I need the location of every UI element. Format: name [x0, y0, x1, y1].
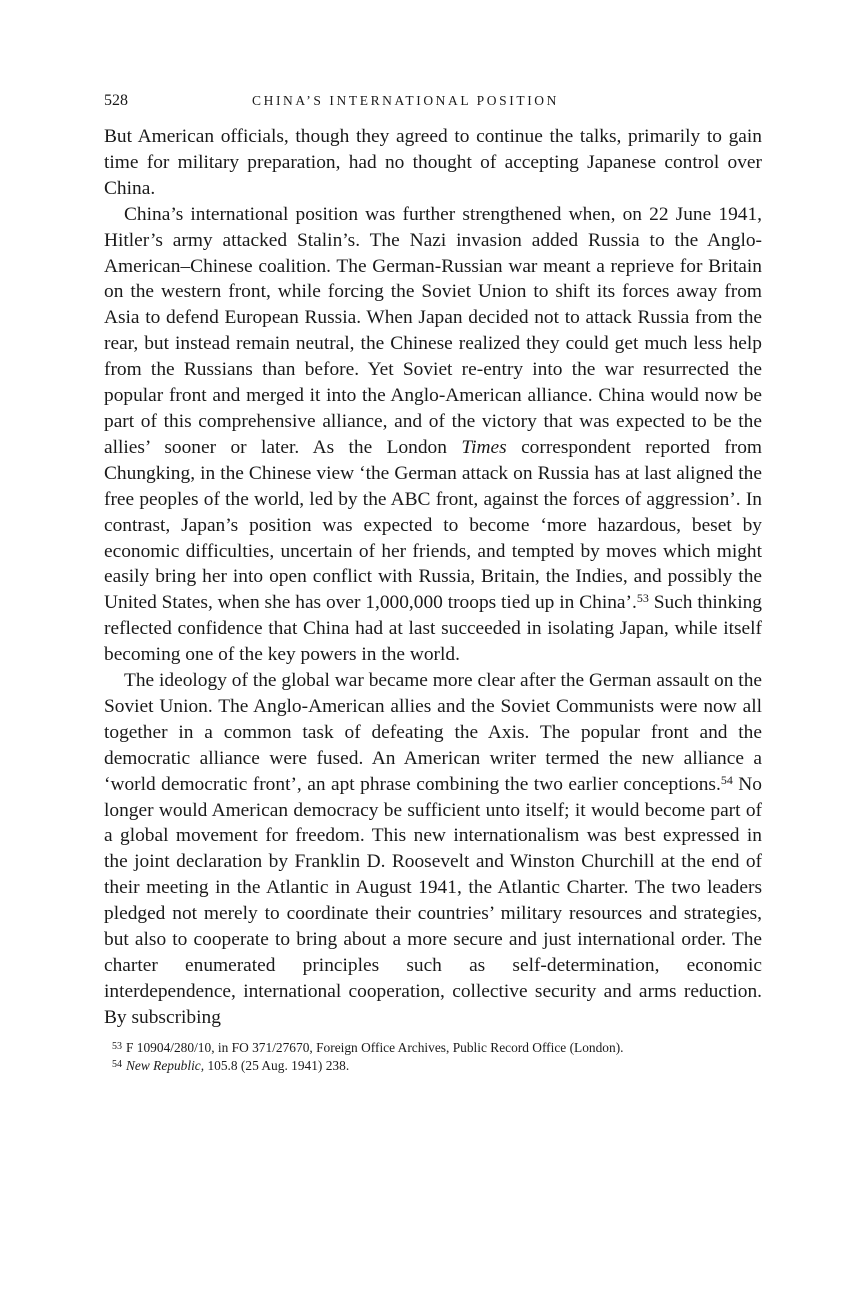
paragraph-2-part-c: Such thinking reflected confidence that China had at last succeeded in isolating Japan, while itself becoming one of the key powers in the world.	[104, 592, 762, 666]
paragraph-1: But American officials, though they agreed to continue the talks, primarily to gain time for military preparation, had no thought of accepting Japanese control over China.	[104, 126, 762, 199]
footnote-number: 53	[112, 1040, 122, 1052]
footnote-journal-title: New Republic,	[126, 1057, 205, 1073]
footnote-ref-54: 54	[720, 772, 733, 787]
footnote-ref-53: 53	[636, 591, 649, 606]
running-title: CHINA’S INTERNATIONAL POSITION	[252, 93, 559, 108]
running-head	[104, 88, 762, 114]
paragraph-2-part-b: correspondent reported from Chungking, in the Chinese view ‘the German attack on Russia has at last aligned the free peoples of the world, led by the ABC front, against the forces of aggression’. In contrast, Japan’s position was expected to become ‘more hazardous, beset by economic difficulties, uncertain of her friends, and tempted by moves which might easily bring her into open conflict with Russia, Britain, the Indies, and possibly the United States, when she has over 1,000,000 troops tied up in China’.	[104, 436, 763, 614]
times-newspaper-title: Times	[461, 436, 507, 458]
page-number: 528	[104, 92, 128, 109]
footnote-54	[104, 1057, 762, 1075]
paragraph-2	[104, 202, 762, 668]
footnote-number: 54	[112, 1058, 122, 1070]
footnotes	[104, 1039, 762, 1075]
paragraph-3-part-b: No longer would American democracy be sufficient unto itself; it would become part of a global movement for freedom. This new internationalism was best expressed in the joint declaration by Franklin D. Roosevelt and Winston Churchill at the end of their meeting in the Atlantic in August 1941, the Atlantic Charter. The two leaders pledged not merely to coordinate their countries’ military resources and strategies, but also to cooperate to bring about a more secure and just international order. The charter enumerated principles such as self-determination, economic interdependence, international cooperation, collective security and arms reduction. By subscribing	[104, 773, 762, 1028]
footnote-text: 105.8 (25 Aug. 1941) 238.	[204, 1057, 350, 1073]
paragraph-2-part-a: China’s international position was further strengthened when, on 22 June 1941, Hitler’s army attacked Stalin’s. The Nazi invasion added Russia to the Anglo-American–Chinese coalition. The German-Russian war meant a reprieve for Britain on the western front, while forcing the Soviet Union to shift its forces away from Asia to defend European Russia. When Japan decided not to attack Russia from the rear, but instead remain neutral, the Chinese realized they could get much less help from the Russians than before. Yet Soviet re-entry into the war resurrected the popular front and merged it into the Anglo-American alliance. China would now be part of this comprehensive alliance, and of the victory that was expected to be the allies’ sooner or later. As the London	[104, 203, 762, 458]
paragraph-3	[104, 668, 762, 1031]
book-page	[104, 88, 762, 1075]
paragraph-3-part-a: The ideology of the global war became more clear after the German assault on the Soviet Union. The Anglo-American allies and the Soviet Communists were now all together in a common task of defeating the Axis. The popular front and the democratic alliance were fused. An American writer termed the new alliance a ‘world democratic front’, an apt phrase combining the two earlier conceptions.	[104, 670, 762, 795]
footnote-text: F 10904/280/10, in FO 371/27670, Foreign Office Archives, Public Record Office (London).	[126, 1039, 624, 1055]
footnote-53	[104, 1039, 762, 1057]
body-text	[104, 124, 762, 1031]
